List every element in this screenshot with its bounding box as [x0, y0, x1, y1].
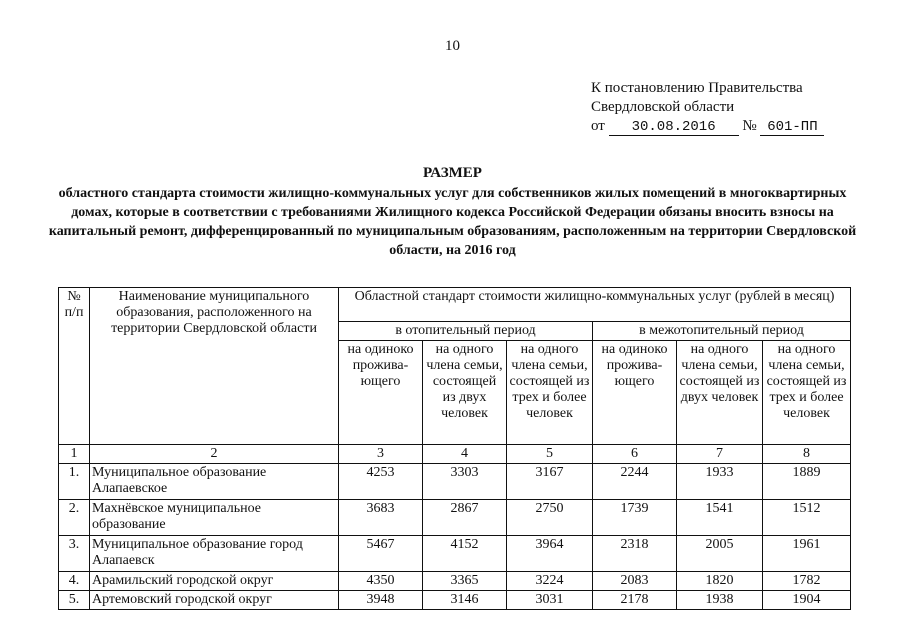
value-cell: 1889	[763, 464, 851, 500]
column-number: 6	[593, 445, 677, 464]
column-number: 2	[90, 445, 339, 464]
column-number: 1	[59, 445, 90, 464]
decree-line-1: К постановлению Правительства	[591, 80, 803, 96]
municipality-name: Муниципальное образование Алапаевское	[90, 464, 339, 500]
value-cell: 2867	[423, 500, 507, 536]
value-cell: 1512	[763, 500, 851, 536]
header-heating-two: на одного члена семьи, состоящей из двух человек	[423, 341, 507, 445]
value-cell: 1739	[593, 500, 677, 536]
decree-line-2: Свердловской области	[591, 99, 735, 115]
value-cell: 4253	[339, 464, 423, 500]
decree-date: 30.08.2016	[609, 120, 739, 136]
decree-number: 601-ПП	[760, 120, 824, 136]
header-nonheating-three: на одного члена семьи, состоящей из трех и более человек	[763, 341, 851, 445]
value-cell: 3224	[507, 572, 593, 591]
value-cell: 1961	[763, 536, 851, 572]
decree-from-label: от	[591, 118, 605, 134]
municipality-name: Махнёвское муниципальное образование	[90, 500, 339, 536]
header-standard: Областной стандарт стоимости жилищно-коммунальных услуг (рублей в месяц)	[339, 288, 851, 322]
header-heating-three: на одного члена семьи, состоящей из трех и более человек	[507, 341, 593, 445]
column-number: 5	[507, 445, 593, 464]
value-cell: 2318	[593, 536, 677, 572]
table-row	[59, 500, 851, 536]
value-cell: 3683	[339, 500, 423, 536]
value-cell: 3964	[507, 536, 593, 572]
column-numbers-row	[59, 445, 851, 464]
value-cell: 3948	[339, 591, 423, 610]
header-heating-period: в отопительный период	[339, 322, 593, 341]
column-number: 7	[677, 445, 763, 464]
row-number: 2.	[59, 500, 90, 536]
table-row	[59, 536, 851, 572]
row-number: 4.	[59, 572, 90, 591]
table-row	[59, 572, 851, 591]
header-number: № п/п	[59, 288, 90, 445]
value-cell: 2083	[593, 572, 677, 591]
value-cell: 1938	[677, 591, 763, 610]
column-number: 3	[339, 445, 423, 464]
header-municipality-name: Наименование муниципального образования, расположенного на территории Свердловской области	[90, 288, 339, 445]
value-cell: 5467	[339, 536, 423, 572]
document-subtitle: областного стандарта стоимости жилищно-коммунальных услуг для собственников жилых помещений в многоквартирных домах, которые в соответствии с требованиями Жилищного кодекса Российской Федерации обязаны вносить взносы на капитальный ремонт, дифференцированный по муниципальным образованиям, расположенным на территории Свердловской области, на 2016 год	[48, 186, 857, 258]
header-nonheating-period: в межотопительный период	[593, 322, 851, 341]
standard-table	[58, 287, 851, 610]
page-number: 10	[445, 38, 460, 54]
value-cell: 1782	[763, 572, 851, 591]
header-nonheating-two: на одного члена семьи, состоящей из двух человек	[677, 341, 763, 445]
municipality-name: Арамильский городской округ	[90, 572, 339, 591]
value-cell: 2178	[593, 591, 677, 610]
value-cell: 3031	[507, 591, 593, 610]
value-cell: 3167	[507, 464, 593, 500]
value-cell: 4152	[423, 536, 507, 572]
decree-number-label: №	[742, 118, 757, 134]
value-cell: 4350	[339, 572, 423, 591]
table-row	[59, 591, 851, 610]
value-cell: 3146	[423, 591, 507, 610]
value-cell: 1541	[677, 500, 763, 536]
header-heating-single: на одиноко прожива-ющего	[339, 341, 423, 445]
value-cell: 1933	[677, 464, 763, 500]
value-cell: 2005	[677, 536, 763, 572]
column-number: 4	[423, 445, 507, 464]
municipality-name: Артемовский городской округ	[90, 591, 339, 610]
value-cell: 1904	[763, 591, 851, 610]
decree-reference	[591, 79, 824, 136]
value-cell: 3365	[423, 572, 507, 591]
municipality-name: Муниципальное образование город Алапаевск	[90, 536, 339, 572]
document-title: РАЗМЕР	[423, 165, 482, 181]
decree-date-line	[591, 117, 824, 136]
table-row	[59, 464, 851, 500]
row-number: 3.	[59, 536, 90, 572]
column-number: 8	[763, 445, 851, 464]
row-number: 5.	[59, 591, 90, 610]
value-cell: 2244	[593, 464, 677, 500]
value-cell: 3303	[423, 464, 507, 500]
row-number: 1.	[59, 464, 90, 500]
header-nonheating-single: на одиноко прожива-ющего	[593, 341, 677, 445]
value-cell: 2750	[507, 500, 593, 536]
value-cell: 1820	[677, 572, 763, 591]
